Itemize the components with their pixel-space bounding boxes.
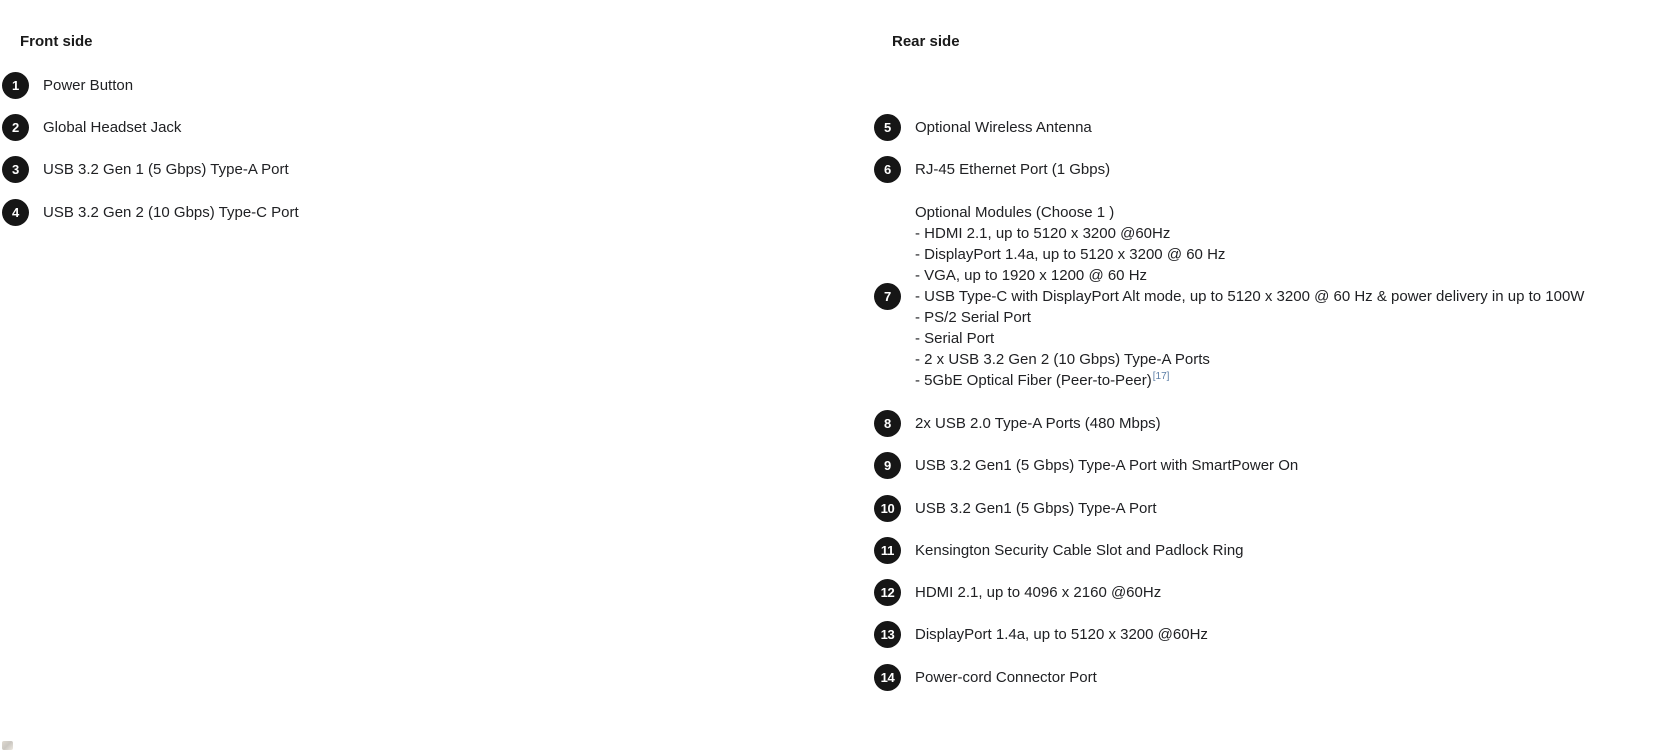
item-number-badge: 4 [2,199,29,226]
item-number-badge: 5 [874,114,901,141]
rear-item-9 [874,452,1298,479]
rear-item-5 [874,114,1092,141]
module-option-hdmi: - HDMI 2.1, up to 5120 x 3200 @60Hz [915,225,1171,242]
partial-element-artifact [2,741,13,750]
rear-item-6 [874,156,1110,183]
front-side-title: Front side [20,33,93,50]
item-number-badge: 8 [874,410,901,437]
item-label: USB 3.2 Gen 2 (10 Gbps) Type-C Port [43,204,299,221]
optional-modules-text-block [915,202,1584,391]
front-item-3 [2,156,289,183]
module-option-vga: - VGA, up to 1920 x 1200 @ 60 Hz [915,267,1148,284]
item-number-badge: 12 [874,579,901,606]
module-option-serial: - Serial Port [915,330,995,347]
item-label: Power-cord Connector Port [915,669,1097,686]
item-number-badge: 1 [2,72,29,99]
item-label: USB 3.2 Gen1 (5 Gbps) Type-A Port [915,500,1157,517]
module-option-usb-a: - 2 x USB 3.2 Gen 2 (10 Gbps) Type-A Ports [915,351,1210,368]
rear-item-12 [874,579,1161,606]
item-number-badge: 11 [874,537,901,564]
item-number-badge: 9 [874,452,901,479]
rear-item-10 [874,495,1157,522]
item-label: HDMI 2.1, up to 4096 x 2160 @60Hz [915,584,1162,601]
item-number-badge: 7 [874,283,901,310]
rear-item-7-optional-modules [874,202,1584,391]
item-number-badge: 14 [874,664,901,691]
item-label: Kensington Security Cable Slot and Padlock Ring [915,542,1244,559]
item-label: DisplayPort 1.4a, up to 5120 x 3200 @60Hz [915,626,1208,643]
item-label: RJ-45 Ethernet Port (1 Gbps) [915,161,1111,178]
module-option-fiber [915,370,1584,391]
item-number-badge: 13 [874,621,901,648]
item-label: USB 3.2 Gen 1 (5 Gbps) Type-A Port [43,161,289,178]
module-option-ps2: - PS/2 Serial Port [915,309,1031,326]
footnote-ref-link[interactable]: [17] [1152,371,1170,382]
module-option-fiber-text: - 5GbE Optical Fiber (Peer-to-Peer) [915,372,1152,389]
module-option-usbc: - USB Type-C with DisplayPort Alt mode, up to 5120 x 3200 @ 60 Hz & power delivery in up to 100W [915,288,1585,305]
item-label: Optional Wireless Antenna [915,119,1092,136]
item-number-badge: 2 [2,114,29,141]
item-label: USB 3.2 Gen1 (5 Gbps) Type-A Port with SmartPower On [915,457,1299,474]
rear-item-13 [874,621,1208,648]
item-label: Global Headset Jack [43,119,182,136]
module-option-displayport: - DisplayPort 1.4a, up to 5120 x 3200 @ 60 Hz [915,246,1226,263]
item-number-badge: 6 [874,156,901,183]
front-item-4 [2,199,299,226]
optional-modules-heading: Optional Modules (Choose 1 ) [915,204,1115,221]
rear-item-14 [874,664,1097,691]
rear-item-8 [874,410,1161,437]
item-label: 2x USB 2.0 Type-A Ports (480 Mbps) [915,415,1161,432]
front-item-2 [2,114,181,141]
item-label: Power Button [43,77,134,94]
rear-item-11 [874,537,1244,564]
rear-side-title: Rear side [892,33,960,50]
front-item-1 [2,72,133,99]
item-number-badge: 10 [874,495,901,522]
item-number-badge: 3 [2,156,29,183]
